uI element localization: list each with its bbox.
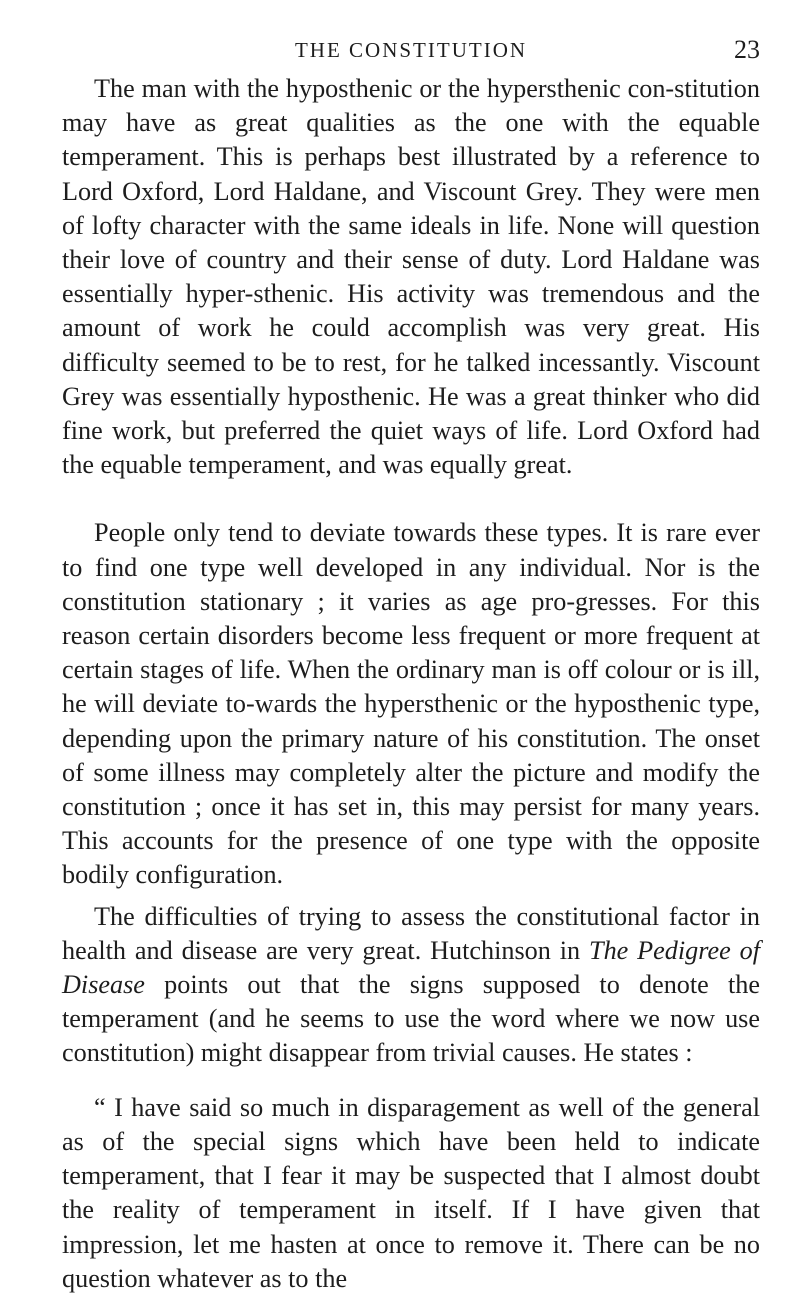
running-head: [62, 33, 760, 67]
paragraph-constitutional-factor-after: points out that the signs supposed to denote the temperament (and he seems to use the word where we now use constitution) might disappear from trivial causes. He states :: [62, 970, 760, 1068]
book-title-italic: The Pedigree of Disease: [62, 935, 760, 1000]
paragraph-hutchinson-quote: “ I have said so much in disparagement as well of the general as of the special signs which have been held to indicate temperament, that I fear it may be suspected that I almost doubt the reality of temperament in itself. If I have given that impression, let me hasten at once to remove it. There can be no question whatever as to the: [62, 1092, 760, 1293]
paragraph-temperament-examples: The man with the hyposthenic or the hypersthenic con-stitution may have as great qualities as the one with the equable temperament. This is perhaps best illustrated by a reference to Lord Oxford, Lord Haldane, and Viscount Grey. They were men of lofty character with the same ideals in life. None will question their love of country and their sense of duty. Lord Haldane was essentially hyper-sthenic. His activity was tremendous and the amount of work he could accomplish was very great. His difficulty seemed to be to rest, for he talked incessantly. Viscount Grey was essentially hyposthenic. He was a great thinker who did fine work, but preferred the quiet ways of life. Lord Oxford had the equable temperament, and was equally great.: [62, 74, 760, 480]
paragraph-deviation-types: People only tend to deviate towards these types. It is rare ever to find one type well developed in any individual. Nor is the constitution stationary ; it varies as age pro-gresses. For this reason certain disorders become less frequent or more frequent at certain stages of life. When the ordinary man is off colour or is ill, he will deviate to-wards the hypersthenic or the hyposthenic type, depending upon the primary nature of his constitution. The onset of some illness may completely alter the picture and modify the constitution ; once it has set in, this may persist for many years. This accounts for the presence of one type with the opposite bodily configuration.: [62, 518, 760, 890]
page-number: 23: [734, 35, 760, 64]
running-title: THE CONSTITUTION: [294, 38, 528, 62]
body-text: [62, 72, 760, 1296]
paragraph-constitutional-factor: [62, 900, 760, 1071]
paragraph-constitutional-factor-before: The difficulties of trying to assess the constitutional factor in health and disease are very great. Hutchinson in: [62, 901, 760, 965]
